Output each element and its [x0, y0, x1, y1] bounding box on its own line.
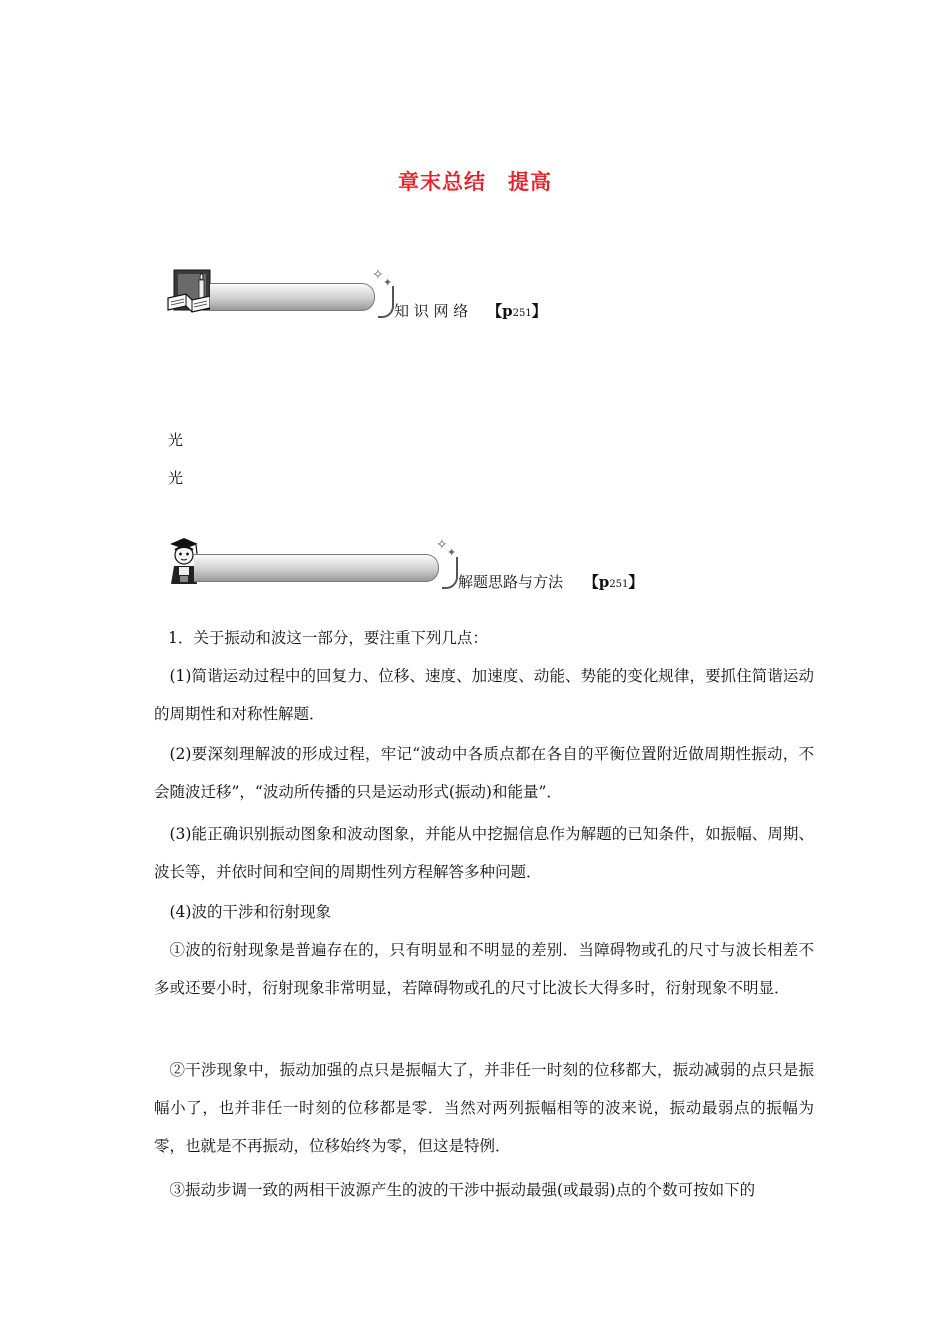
paragraph: 1．关于振动和波这一部分，要注重下列几点：	[168, 629, 488, 647]
paragraph: (3)能正确识别振动图象和波动图象，并能从中挖掘信息作为解题的已知条件，如振幅、周期、波长等，并依时间和空间的周期性列方程解答多种问题．	[154, 825, 814, 881]
banner-bar-tail	[442, 557, 458, 589]
sparkle-icon: ✦	[447, 546, 457, 559]
paragraph: (4)波的干涉和衍射现象	[169, 903, 331, 921]
paragraph: ①波的衍射现象是普遍存在的，只有明显和不明显的差别．当障碍物或孔的尺寸与波长相差不多或还要小时，衍射现象非常明显，若障碍物或孔的尺寸比波长大得多时，衍射现象不明显．	[154, 941, 814, 997]
sparkle-icon: ✧	[372, 267, 384, 283]
section-label: 知 识 网 络 【p251】	[394, 302, 547, 320]
sparkle-icon: ✧	[436, 537, 448, 553]
paragraph: (2)要深刻理解波的形成过程，牢记“波动中各质点都在各自的平衡位置附近做周期性振动，不会随波迁移”，“波动所传播的只是运动形式(振动)和能量”．	[154, 745, 814, 801]
page-reference: 【p251】	[487, 302, 547, 320]
banner-bar	[210, 283, 375, 311]
sparkle-icon: ✦	[383, 276, 393, 289]
network-item: 光	[168, 431, 184, 449]
section-label: 解题思路与方法 【p251】	[458, 573, 644, 591]
page-reference: 【p251】	[583, 573, 644, 591]
paragraph: ②干涉现象中，振动加强的点只是振幅大了，并非任一时刻的位移都大，振动减弱的点只是振幅小了，也并非任一时刻的位移都是零．当然对两列振幅相等的波来说，振动最弱点的振幅为零，也就是不再振动，位移始终为零，但这是特例．	[154, 1061, 814, 1155]
page-title: 章末总结 提高	[398, 170, 552, 194]
banner-bar-tail	[378, 286, 394, 318]
banner-bar	[194, 554, 439, 582]
paragraph: (1)简谐运动过程中的回复力、位移、速度、加速度、动能、势能的变化规律，要抓住简谐运动的周期性和对称性解题．	[154, 667, 814, 723]
network-item: 光	[168, 469, 184, 487]
paragraph: ③振动步调一致的两相干波源产生的波的干涉中振动最强(或最弱)点的个数可按如下的	[169, 1181, 756, 1199]
